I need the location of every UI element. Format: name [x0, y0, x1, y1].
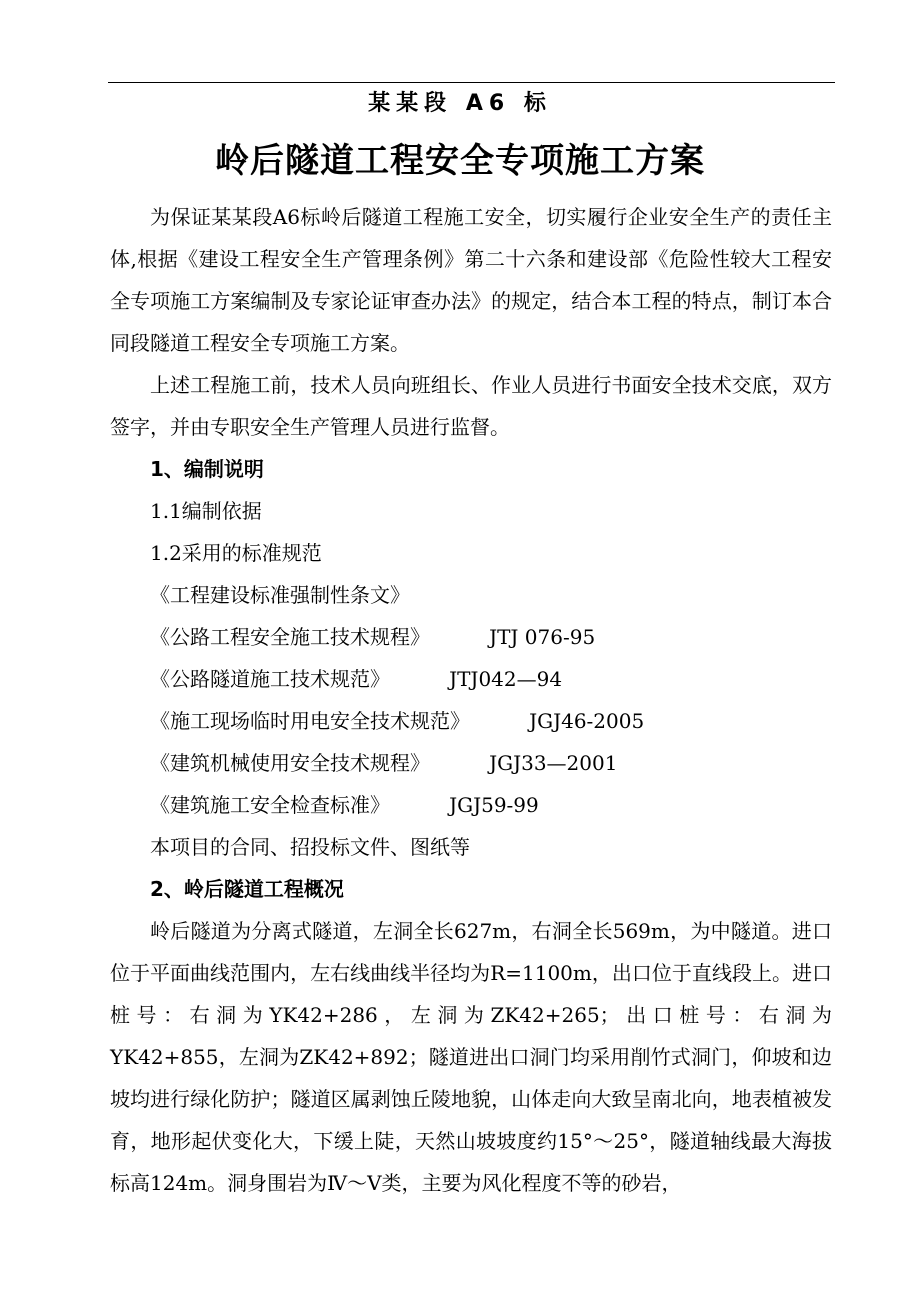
standard-ref: [110, 658, 832, 700]
document-body: [110, 196, 832, 1204]
standard-ref: [110, 616, 832, 658]
additional-documents: 本项目的合同、招投标文件、图纸等: [150, 835, 470, 859]
standard-ref: [110, 700, 832, 742]
standard-title: 《施工现场临时用电安全技术规范》: [150, 709, 470, 733]
section-label: 某某段 A6 标: [368, 91, 552, 116]
standard-title: 《工程建设标准强制性条文》: [150, 583, 410, 607]
standard-code: JGJ46-2005: [529, 709, 645, 733]
standard-title: 《建筑施工安全检查标准》: [150, 793, 390, 817]
standard-ref: [110, 574, 832, 616]
section-1-heading: 1、编制说明: [150, 457, 264, 481]
overview-paragraph: 岭后隧道为分离式隧道，左洞全长627m，右洞全长569m，为中隧道。进口位于平面曲线范围内，左右线曲线半径均为R=1100m，出口位于直线段上。进口桩号：右洞为YK42+286，左洞为ZK42+265；出口桩号：右洞为YK42+855，左洞为ZK42+892；隧道进出口洞门均采用削竹式洞门，仰坡和边坡均进行绿化防护；隧道区属剥蚀丘陵地貌，山体走向大致呈南北向，地表植被发育，地形起伏变化大，下缓上陡，天然山坡坡度约15°～25°，隧道轴线最大海拔标高124m。洞身围岩为Ⅳ～Ⅴ类，主要为风化程度不等的砂岩，: [110, 919, 832, 1195]
header-rule: [108, 82, 835, 83]
standard-title: 《公路隧道施工技术规范》: [150, 667, 390, 691]
standard-code: JGJ59-99: [449, 793, 539, 817]
section-1-1-heading: 1.1编制依据: [150, 499, 262, 523]
standard-ref: [110, 784, 832, 826]
section-1-2-heading: 1.2采用的标准规范: [150, 541, 322, 565]
standard-ref: [110, 742, 832, 784]
standard-code: JTJ 076-95: [489, 625, 596, 649]
intro-paragraph-2: 上述工程施工前，技术人员向班组长、作业人员进行书面安全技术交底，双方签字，并由专职安全生产管理人员进行监督。: [110, 373, 832, 439]
standard-code: JGJ33—2001: [489, 751, 618, 775]
standard-title: 《公路工程安全施工技术规程》: [150, 625, 430, 649]
standard-code: JTJ042—94: [449, 667, 563, 691]
section-2-heading: 2、岭后隧道工程概况: [150, 877, 344, 901]
standard-title: 《建筑机械使用安全技术规程》: [150, 751, 430, 775]
intro-paragraph-1: 为保证某某段A6标岭后隧道工程施工安全，切实履行企业安全生产的责任主体,根据《建设工程安全生产管理条例》第二十六条和建设部《危险性较大工程安全专项施工方案编制及专家论证审查办法》的规定，结合本工程的特点，制订本合同段隧道工程安全专项施工方案。: [110, 205, 832, 355]
document-title: 岭后隧道工程安全专项施工方案: [215, 141, 705, 181]
